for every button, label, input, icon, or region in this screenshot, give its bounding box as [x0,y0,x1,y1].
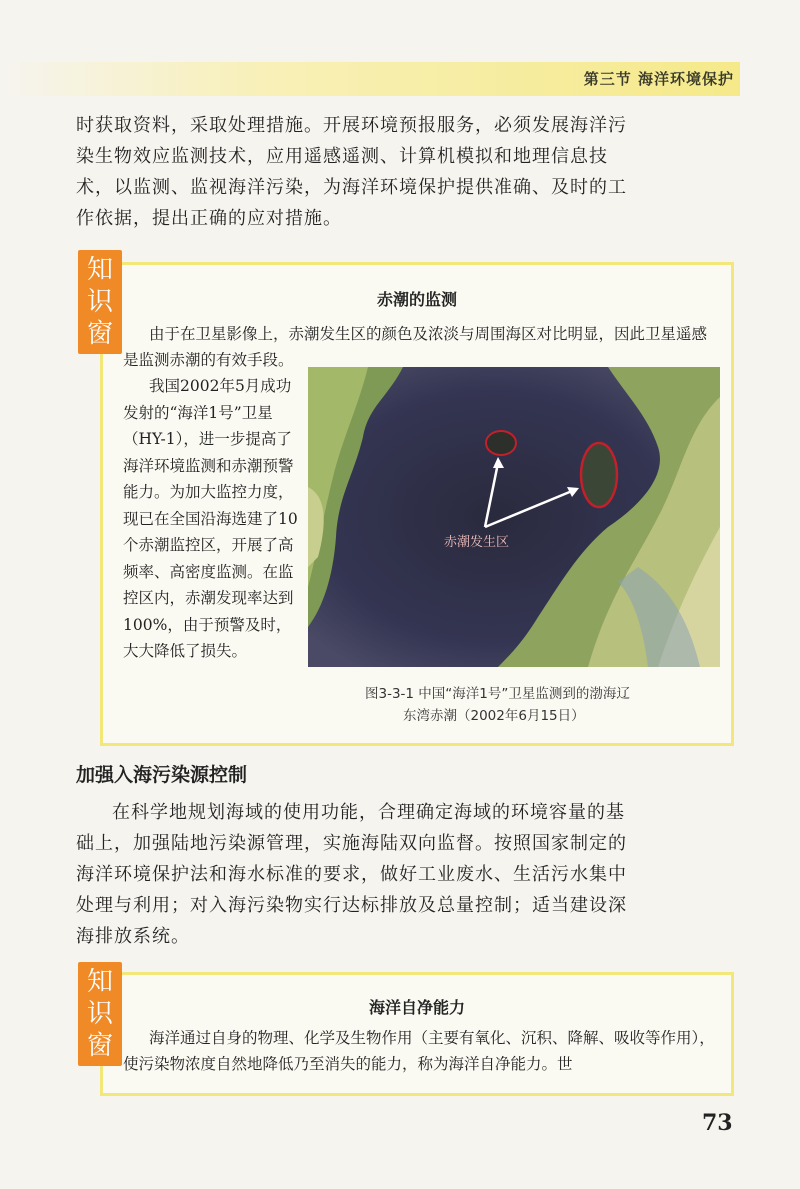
box-intro-text: 由于在卫星影像上，赤潮发生区的颜色及浓淡与周围海区对比明显，因此卫星遥感是监测赤潮的有效手段。 [123,325,708,369]
side-paragraph: 我国2002年5月成功发射的“海洋1号”卫星（HY-1），进一步提高了海洋环境监测和赤潮预警能力。为加大监控力度，现已在全国沿海选建了10个赤潮监控区，开展了高频率、高密度监测。在监控区内，赤潮发现率达到100%，由于预警及时，大大降低了损失。 [123,377,298,660]
section-paragraph: 在科学地规划海域的使用功能，合理确定海域的环境容量的基础上，加强陆地污染源管理，实施海陆双向监督。按照国家制定的海洋环境保护法和海水标准的要求，做好工业废水、生活污水集中处理与利用；对入海污染物实行达标排放及总量控制；适当建设深海排放系统。 [76,802,627,947]
box-title: 赤潮的监测 [376,290,457,309]
section-heading: 加强入海污染源控制 [76,764,248,786]
intro-paragraph: 时获取资料，采取处理措施。开展环境预报服务，必须发展海洋污染生物效应监测技术，应用遥感遥测、计算机模拟和地理信息技术，以监测、监视海洋污染，为海洋环境保护提供准确、及时的工作依据，提出正确的应对措施。 [76,115,627,229]
red-tide-label: 赤潮发生区 [444,535,510,550]
knowledge-box-self-purification [100,972,734,1096]
caption-line-2: 东湾赤潮（2002年6月15日） [403,708,585,724]
box-title: 海洋自净能力 [368,998,465,1017]
section-title: 第三节 海洋环境保护 [583,70,734,88]
figure-caption [365,683,695,727]
box-text: 海洋通过自身的物理、化学及生物作用（主要有氧化、沉积、降解、吸收等作用），使污染物浓度自然地降低乃至消失的能力，称为海洋自净能力。世 [123,1029,715,1073]
knowledge-window-tag: 知 识 窗 [78,250,122,354]
caption-line-1: 图3-3-1 中国“海洋1号”卫星监测到的渤海辽 [365,686,630,702]
knowledge-box-red-tide [100,262,734,746]
satellite-image [308,367,720,667]
knowledge-window-tag: 知 识 窗 [78,962,122,1066]
page-number: 73 [702,1110,733,1136]
box-side-text [123,373,299,665]
